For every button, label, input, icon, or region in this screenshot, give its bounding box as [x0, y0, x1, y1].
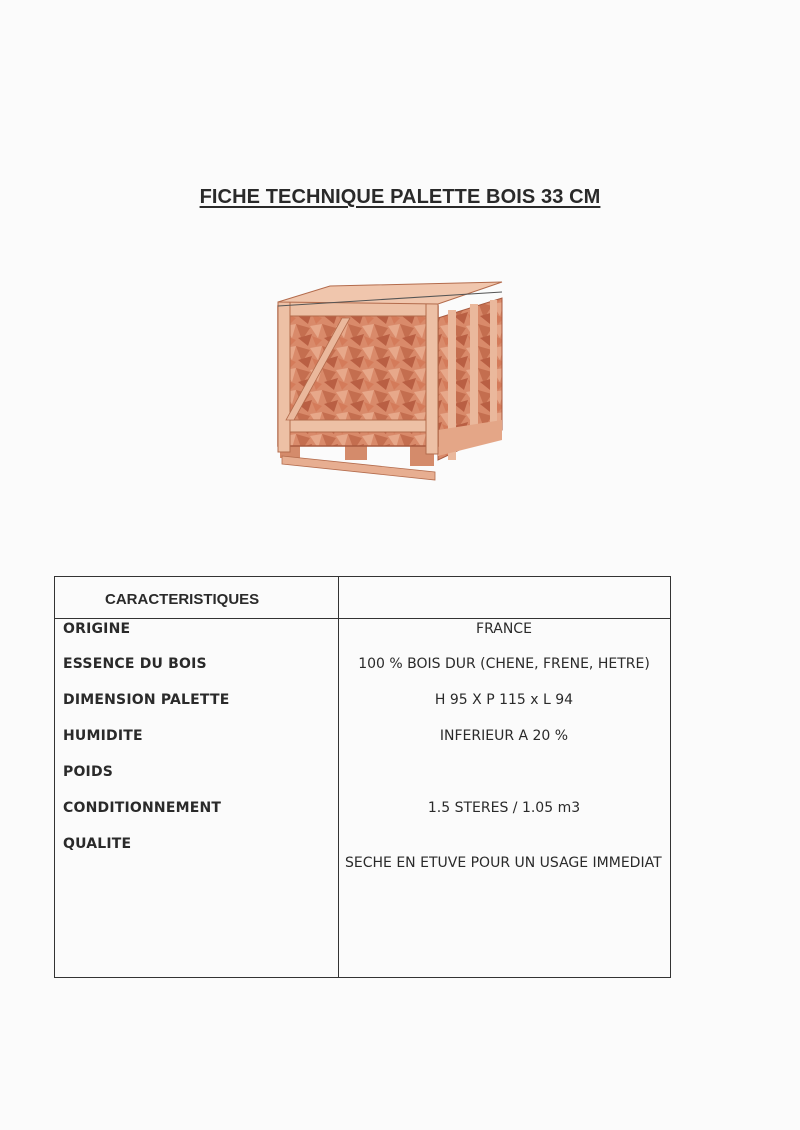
label-essence: ESSENCE DU BOIS — [63, 656, 207, 672]
label-poids: POIDS — [63, 764, 114, 780]
value-qualite: SECHE EN ETUVE POUR UN USAGE IMMEDIAT — [345, 855, 662, 871]
firewood-pallet-image — [270, 280, 520, 490]
value-origine: FRANCE — [476, 621, 532, 637]
characteristics-table — [54, 576, 671, 978]
label-qualite: QUALITE — [63, 836, 132, 852]
value-conditionnement: 1.5 STERES / 1.05 m3 — [427, 800, 581, 816]
value-humidite: INFERIEUR A 20 % — [439, 728, 569, 744]
label-origine: ORIGINE — [63, 621, 131, 637]
header-divider — [55, 618, 670, 619]
label-dimension: DIMENSION PALETTE — [63, 692, 230, 708]
table-header: CARACTERISTIQUES — [105, 591, 260, 608]
label-conditionnement: CONDITIONNEMENT — [63, 800, 222, 816]
value-essence: 100 % BOIS DUR (CHENE, FRENE, HETRE) — [358, 656, 650, 672]
label-humidite: HUMIDITE — [63, 728, 143, 744]
column-divider — [338, 577, 339, 977]
page-title: FICHE TECHNIQUE PALETTE BOIS 33 CM — [199, 186, 601, 208]
value-dimension: H 95 X P 115 x L 94 — [434, 692, 574, 708]
